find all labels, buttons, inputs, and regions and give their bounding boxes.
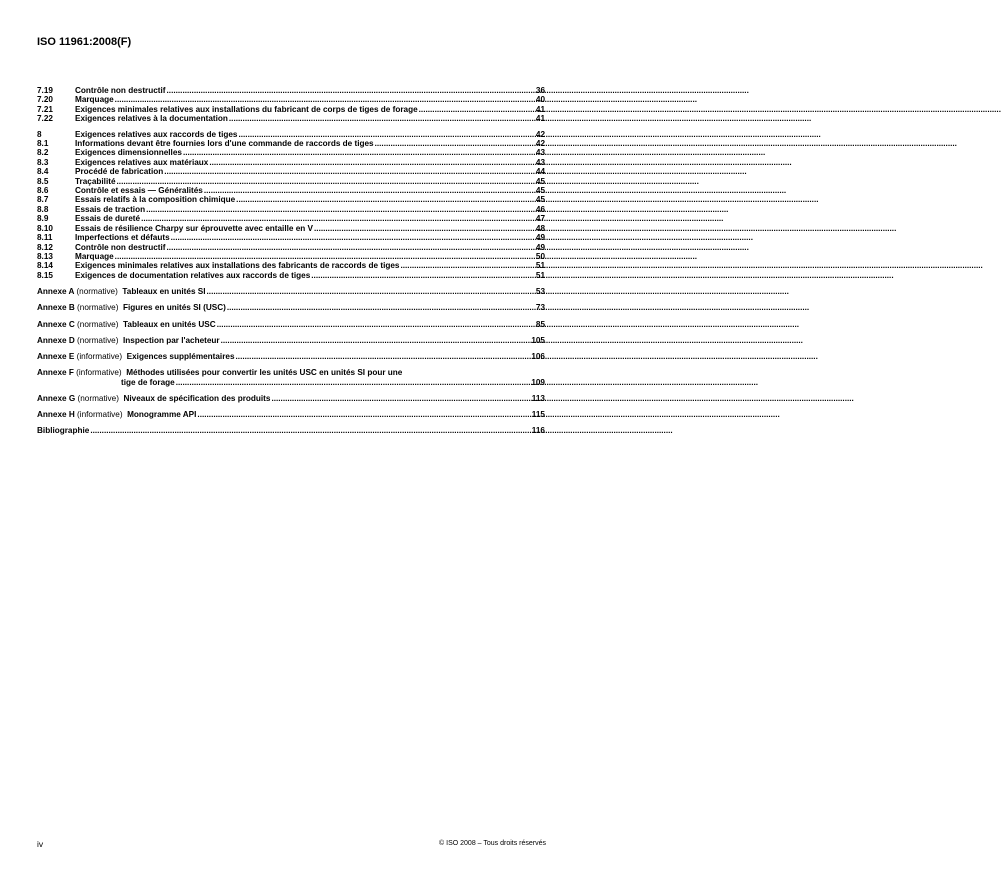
annex-title: Tableaux en unités USC [123,319,216,329]
toc-page: 47 [535,214,545,224]
toc-number: 8.12 [37,242,53,252]
toc-page: 45 [535,186,545,196]
leader-dots [217,320,535,329]
toc-title: Contrôle non destructif [75,242,166,252]
toc-page: 115 [531,409,545,419]
annex-kind: (normative) [77,303,119,313]
toc-annex-g[interactable] [37,394,545,403]
leader-dots [90,426,530,435]
toc-title: Marquage [75,95,114,105]
toc-annex-d[interactable] [37,336,545,345]
annex-kind: (normative) [77,393,119,403]
annex-kind: (normative) [77,335,119,345]
leader-dots [271,394,530,403]
toc-page: 44 [535,167,545,177]
leader-dots [221,336,531,345]
annex-label: Annexe F [37,368,74,378]
annex-label: Annexe E [37,351,75,361]
document-id-header: ISO 11961:2008(F) [37,36,132,48]
leader-dots [176,378,531,387]
toc-page: 85 [535,319,545,329]
toc-entry-8-10[interactable] [37,224,545,233]
leader-dots [209,158,535,167]
leader-dots [204,186,535,195]
leader-dots [146,205,535,214]
annex-label: Annexe D [37,335,75,345]
toc-annex-h[interactable] [37,410,545,419]
toc-page: 49 [535,233,545,243]
leader-dots [419,105,535,114]
toc-number: 8 [37,129,42,139]
toc-number: 8.8 [37,204,49,214]
toc-entry-7-22[interactable] [37,114,545,123]
leader-dots [400,261,534,270]
toc-title: Traçabilité [75,176,116,186]
leader-dots [164,167,535,176]
annex-label: Annexe C [37,319,75,329]
toc-entry-8-6[interactable] [37,186,545,195]
toc-title: Informations devant être fournies lors d'une commande de raccords de tiges [75,139,374,149]
toc-title: Exigences relatives à la documentation [75,114,228,124]
toc-page: 42 [535,129,545,139]
table-of-contents [37,86,545,442]
toc-page: 45 [535,195,545,205]
toc-title: Contrôle non destructif [75,86,166,95]
toc-number: 8.9 [37,214,49,224]
toc-page: 51 [535,270,545,280]
annex-title: Figures en unités SI (USC) [123,303,226,313]
annex-title: Tableaux en unités SI [122,287,206,297]
toc-number: 8.3 [37,157,49,167]
toc-number: 7.21 [37,104,53,114]
annex-title: Inspection par l'acheteur [123,335,220,345]
toc-page: 41 [535,104,545,114]
toc-title: Exigences relatives aux raccords de tiges [75,129,238,139]
toc-title: Exigences dimensionnelles [75,148,182,158]
annex-label: Annexe A [37,287,75,297]
toc-entry-8[interactable] [37,130,545,139]
leader-dots [171,233,535,242]
leader-dots [115,252,535,261]
annex-title-line1: Méthodes utilisées pour convertir les unités USC en unités SI pour une [126,368,403,378]
toc-entry-8-12[interactable] [37,243,545,252]
toc-page: 48 [535,223,545,233]
toc-page: 50 [535,251,545,261]
annex-label: Annexe H [37,409,75,419]
toc-title: Exigences de documentation relatives aux raccords de tiges [75,270,311,280]
annex-kind: (normative) [77,319,119,329]
toc-page: 105 [531,335,545,345]
annex-kind: (informative) [76,351,123,361]
toc-entry-8-11[interactable] [37,233,545,242]
toc-bibliography[interactable] [37,426,545,435]
toc-number: 8.15 [37,270,53,280]
annex-title: Exigences supplémentaires [126,351,235,361]
leader-dots [183,148,535,157]
leader-dots [117,177,535,186]
leader-dots [236,195,535,204]
leader-dots [115,95,535,104]
toc-entry-7-20[interactable] [37,95,545,104]
toc-number: 7.20 [37,95,53,105]
toc-page: 45 [535,176,545,186]
annex-title: Monogramme API [127,409,197,419]
toc-number: 8.5 [37,176,49,186]
toc-page: 51 [535,261,545,271]
toc-entry-8-13[interactable] [37,252,545,261]
toc-number: 8.2 [37,148,49,158]
toc-entry-8-7[interactable] [37,195,545,204]
toc-annex-c[interactable] [37,320,545,329]
toc-number: 8.13 [37,251,53,261]
toc-entry-8-5[interactable] [37,177,545,186]
toc-number: 8.11 [37,233,53,243]
toc-annex-a[interactable] [37,287,545,296]
toc-entry-7-19[interactable] [37,86,545,95]
leader-dots [238,130,534,139]
annex-kind: (normative) [76,287,118,297]
toc-title: Exigences minimales relatives aux installations du fabricant de corps de tiges de forage [75,104,418,114]
leader-dots [141,214,535,223]
toc-page: 109 [531,377,545,387]
leader-dots [197,410,530,419]
annex-label: Annexe G [37,393,76,403]
toc-title: Essais relatifs à la composition chimique [75,195,236,205]
toc-number: 8.4 [37,167,49,177]
toc-page: 113 [531,393,545,403]
leader-dots [227,303,535,312]
toc-entry-8-9[interactable] [37,214,545,223]
toc-entry-8-4[interactable] [37,167,545,176]
toc-number: 8.1 [37,139,49,149]
toc-entry-7-21[interactable] [37,105,545,114]
leader-dots [167,243,535,252]
annex-kind: (informative) [77,409,123,419]
toc-entry-8-1[interactable] [37,139,545,148]
toc-title: Imperfections et défauts [75,233,170,243]
toc-entry-8-15[interactable] [37,271,545,280]
leader-dots [311,271,535,280]
leader-dots [236,352,531,361]
toc-page: 40 [535,95,545,105]
toc-annex-f[interactable] [37,368,545,387]
annex-label: Annexe B [37,303,75,313]
leader-dots [229,114,535,123]
toc-page: 49 [535,242,545,252]
toc-page: 41 [535,114,545,124]
toc-title: Procédé de fabrication [75,167,164,177]
toc-page: 106 [531,351,545,361]
toc-title: Bibliographie [37,426,90,436]
toc-entry-8-14[interactable] [37,261,545,270]
toc-number: 8.6 [37,186,49,196]
toc-page: 73 [535,303,545,313]
toc-number: 8.10 [37,223,53,233]
leader-dots [167,86,535,95]
toc-page: 43 [535,157,545,167]
toc-page: 116 [531,426,545,436]
toc-page: 46 [535,204,545,214]
page-number: iv [37,839,44,849]
toc-page: 36 [535,86,545,95]
leader-dots [314,224,535,233]
toc-page: 42 [535,139,545,149]
toc-entry-8-2[interactable] [37,148,545,157]
toc-title: Exigences minimales relatives aux installations des fabricants de raccords de tiges [75,261,400,271]
toc-page: 43 [535,148,545,158]
toc-entry-8-8[interactable] [37,205,545,214]
annex-kind: (informative) [76,368,122,378]
toc-title: Marquage [75,251,114,261]
toc-title: Essais de résilience Charpy sur éprouvette avec entaille en V [75,223,314,233]
annex-title-line2: tige de forage [121,377,175,387]
toc-page: 53 [535,287,545,297]
toc-number: 8.14 [37,261,53,271]
toc-number: 7.19 [37,86,53,95]
toc-title: Essais de traction [75,204,146,214]
toc-title: Contrôle et essais — Généralités [75,186,203,196]
toc-annex-e[interactable] [37,352,545,361]
copyright-notice: © ISO 2008 – Tous droits réservés [439,840,546,847]
toc-number: 8.7 [37,195,49,205]
leader-dots [375,139,535,148]
leader-dots [207,287,535,296]
toc-number: 7.22 [37,114,53,124]
toc-entry-8-3[interactable] [37,158,545,167]
toc-title: Exigences relatives aux matériaux [75,157,209,167]
annex-title: Niveaux de spécification des produits [123,393,271,403]
toc-title: Essais de dureté [75,214,141,224]
toc-annex-b[interactable] [37,303,545,312]
